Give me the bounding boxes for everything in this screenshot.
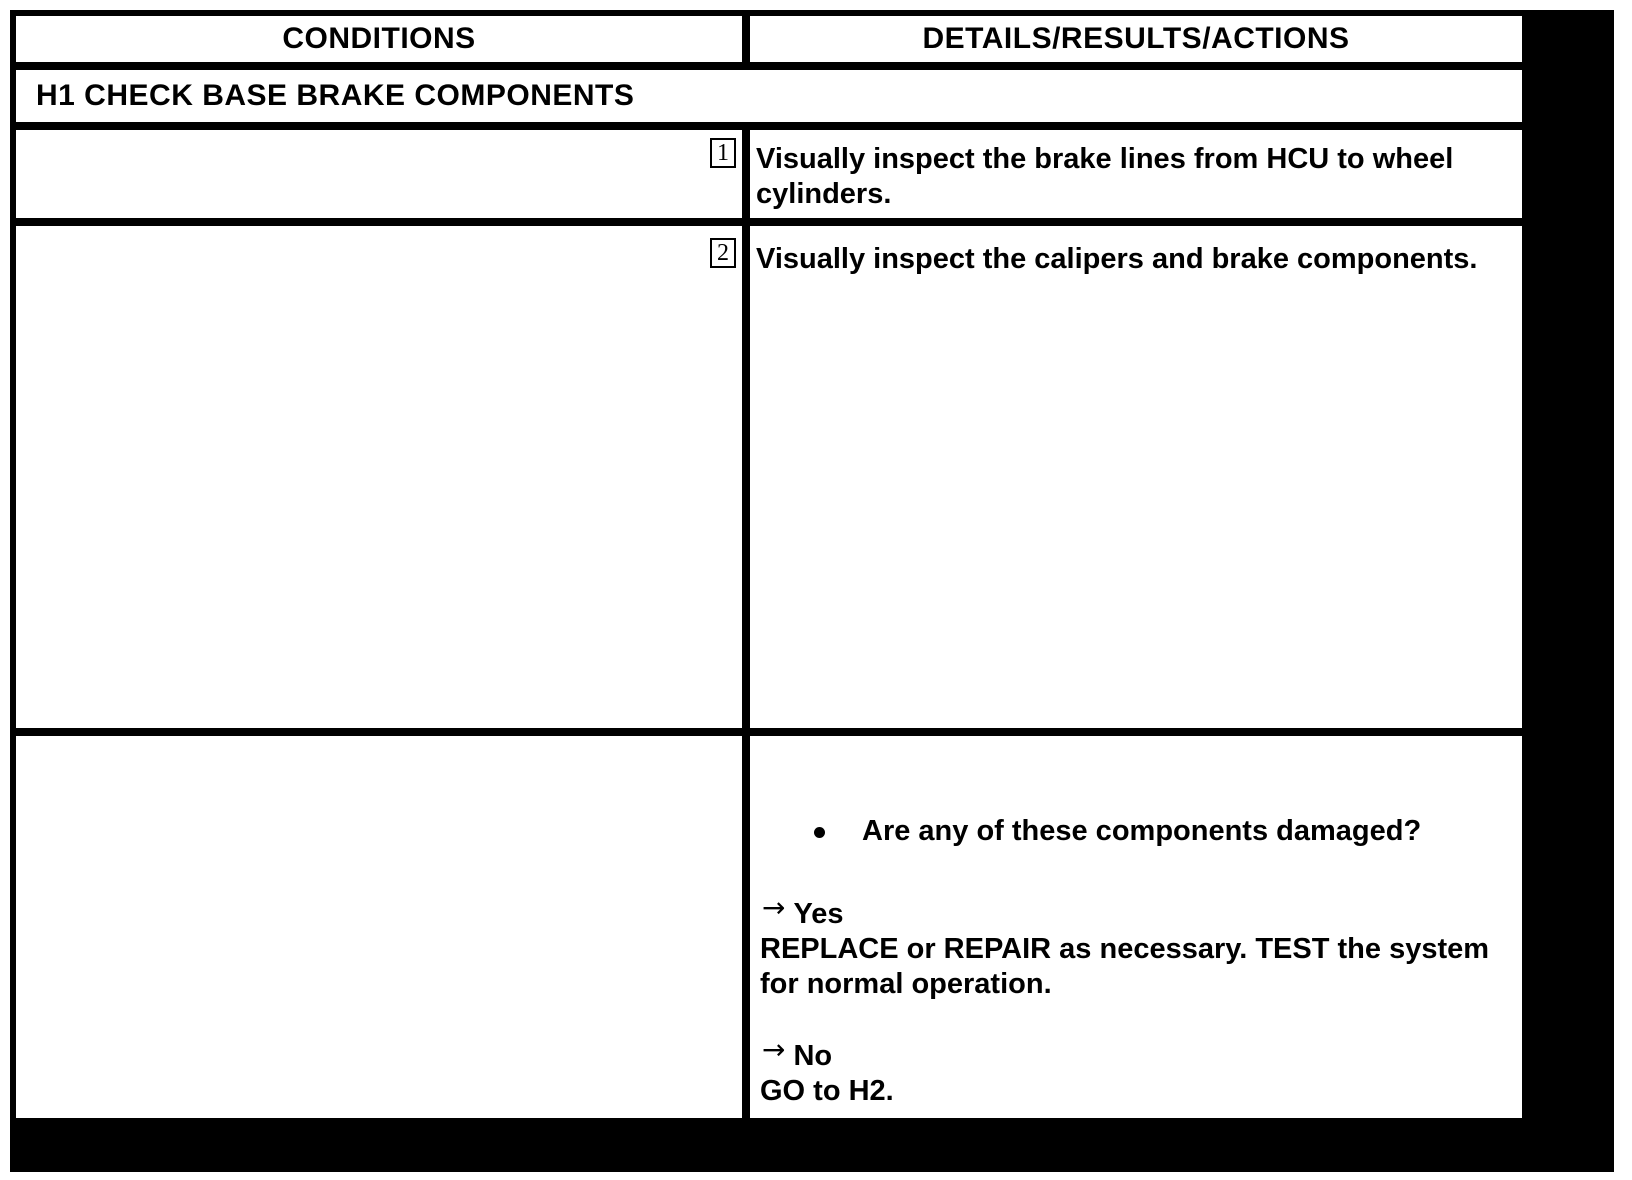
step-2-text: Visually inspect the calipers and brake components. bbox=[756, 243, 1478, 275]
question-text: Are any of these components damaged? bbox=[862, 815, 1422, 847]
step-number-box: 1 bbox=[710, 138, 736, 168]
question-detail-cell bbox=[750, 736, 1522, 1118]
outcome-no-action: GO to H2. bbox=[760, 1075, 894, 1107]
outcome-no-label bbox=[762, 1033, 833, 1074]
section-title: H1 CHECK BASE BRAKE COMPONENTS bbox=[16, 70, 1522, 122]
step-1-text: Visually inspect the brake lines from HCU to wheel cylinders. bbox=[756, 143, 1454, 210]
step-1-condition-cell bbox=[16, 130, 742, 218]
step-1-detail-cell bbox=[750, 130, 1522, 218]
outcome-yes-text: Yes bbox=[793, 898, 844, 930]
question-condition-cell bbox=[16, 736, 742, 1118]
diagnostic-table bbox=[10, 10, 1614, 1172]
right-arrow-icon: → bbox=[762, 891, 786, 924]
step-2-detail-cell bbox=[750, 226, 1522, 728]
outcome-yes-label bbox=[762, 891, 844, 932]
bullet-icon bbox=[814, 827, 825, 838]
right-arrow-icon: → bbox=[762, 1033, 786, 1066]
conditions-column-header: CONDITIONS bbox=[16, 16, 742, 62]
step-2-condition-cell bbox=[16, 226, 742, 728]
outcome-yes-action: REPLACE or REPAIR as necessary. TEST the system for normal operation. bbox=[760, 933, 1490, 1000]
outcome-no-text: No bbox=[793, 1040, 833, 1072]
step-number-box: 2 bbox=[710, 238, 736, 268]
details-column-header: DETAILS/RESULTS/ACTIONS bbox=[750, 16, 1522, 62]
